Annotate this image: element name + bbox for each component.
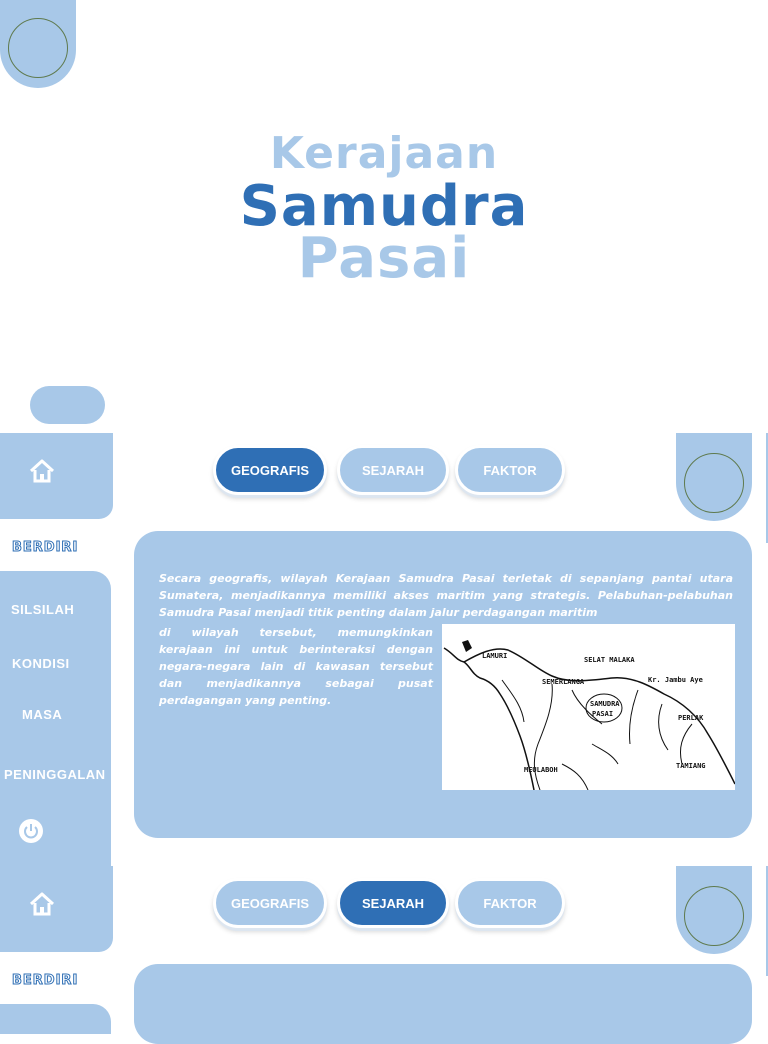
tab-geografis[interactable]: GEOGRAFIS [213,445,327,495]
geografis-paragraph-top: Secara geografis, wilayah Kerajaan Samudra Pasai terletak di sepanjang pantai utara Sumatera, menjadikannya memiliki akses maritim yang strategis. Pelabuhan-pelabuhan Samudra Pasai menjadi titik penting dalam jalur perdagangan maritim [159,572,733,619]
sidebar-item-silsilah[interactable]: SILSILAH [11,602,75,617]
tab-faktor[interactable]: FAKTOR [455,445,565,495]
map-drawing [442,624,735,790]
power-icon [19,819,43,843]
map-label: PASAI [592,710,614,718]
decor-ring [684,886,744,946]
title-kerajaan: Kerajaan [269,128,499,179]
sidebar-item-peninggalan[interactable]: PENINGGALAN [4,767,106,782]
title-pasai: Pasai [297,226,471,291]
map-label: Kr. Jambu Aye [648,676,703,684]
home-button[interactable] [0,433,113,519]
berdiri-label[interactable]: BERDIRI [12,973,79,988]
tab-sejarah[interactable]: SEJARAH [337,878,449,928]
map-label: SAMUDRA [590,700,620,708]
sidebar-item-kondisi[interactable]: KONDISI [12,656,70,671]
right-decor-tab [676,433,752,521]
power-button[interactable] [19,819,43,843]
tab-geografis[interactable]: GEOGRAFIS [213,878,327,928]
map-label: MEULABOH [524,766,558,774]
title-samudra: Samudra [239,174,529,239]
sidebar-item-masa[interactable]: MASA [22,707,63,722]
geografis-paragraph-side: di wilayah tersebut, memungkinkan kerajaan ini untuk berinteraksi dengan negara-negara lain di kawasan tersebut dan menjadikannya sebagai pusat perdagangan yang penting. [159,626,433,707]
decor-pill [30,386,105,424]
tab-faktor[interactable]: FAKTOR [455,878,565,928]
decor-ring [684,453,744,513]
home-icon [28,457,56,485]
samudra-pasai-map [442,624,735,790]
map-label: TAMIANG [676,762,706,770]
map-label: SELAT MALAKA [584,656,635,664]
tab-sejarah[interactable]: SEJARAH [337,445,449,495]
right-decor-tab [676,866,752,954]
map-label: LAMURI [482,652,508,660]
home-icon [28,890,56,918]
decor-ring [8,18,68,78]
content-card [134,964,752,1044]
sidebar-menu [0,1004,111,1034]
home-button[interactable] [0,866,113,952]
map-label: SEMERLANGA [542,678,585,686]
berdiri-label[interactable]: BERDIRI [12,540,79,555]
top-decor-tab [0,0,76,88]
map-label: PERLAK [678,714,704,722]
